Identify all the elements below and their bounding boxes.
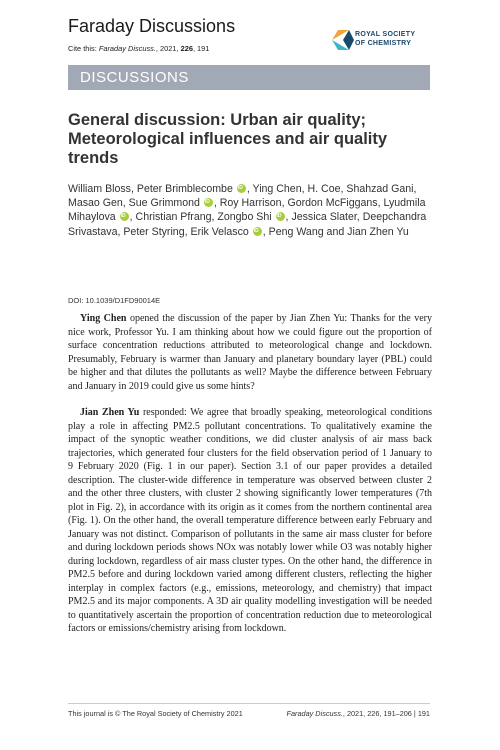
orcid-icon[interactable]: [253, 227, 262, 236]
section-banner: [68, 65, 430, 90]
author-name: Christian Pfrang: [135, 211, 212, 224]
speaker-name: Jian Zhen Yu: [80, 407, 140, 418]
author-name: Masao Gen: [68, 197, 123, 210]
orcid-icon[interactable]: [276, 212, 285, 221]
discussion-paragraph: [68, 406, 432, 636]
footer-journal: Faraday Discuss.: [286, 709, 343, 718]
footer-divider: [68, 703, 430, 704]
author-name: Jessica Slater: [291, 211, 357, 224]
author-name: H. Coe: [307, 183, 341, 195]
page-footer: [68, 709, 430, 718]
speaker-name: Ying Chen: [80, 313, 127, 324]
publisher-logo-line2: OF CHEMISTRY: [355, 40, 412, 47]
discussion-body: [68, 312, 432, 649]
paragraph-text: opened the discussion of the paper by Jian Zhen Yu: Thanks for the very nice work, Professor Yu. I am thinking about how we could figure out the proportion of surface concentration reductions attributed to meteorological change and lockdown. Presumably, February is warmer than January and planetary boundary layer (PBL) could be higher and that dilutes the pollutants as well? Maybe the difference between February and January in 2019 could give us some hints?: [68, 313, 432, 392]
cite-journal: Faraday Discuss.: [98, 44, 156, 53]
orcid-icon[interactable]: [237, 184, 246, 193]
orcid-icon[interactable]: [120, 212, 129, 221]
section-banner-label: DISCUSSIONS: [80, 69, 189, 86]
cite-label: Cite this:: [68, 44, 97, 53]
author-name: Jian Zhen Yu: [347, 225, 409, 238]
footer-copyright: This journal is © The Royal Society of Chemistry 2021: [68, 709, 243, 718]
author-name: Peng Wang: [268, 225, 324, 238]
cite-volume: 226: [180, 44, 193, 53]
doi-link[interactable]: DOI: 10.1039/D1FD90014E: [68, 296, 161, 305]
publisher-logo-line1: ROYAL SOCIETY: [355, 31, 416, 38]
author-name: Sue Grimmond: [128, 197, 200, 210]
citation-line: [68, 44, 209, 53]
author-name: Deepchandra Srivastava: [68, 211, 427, 238]
cite-year: , 2021,: [155, 44, 179, 53]
author-name: Roy Harrison: [219, 197, 282, 210]
discussion-paragraph: [68, 312, 432, 393]
orcid-icon[interactable]: [204, 198, 213, 207]
author-name: Zongbo Shi: [217, 211, 272, 224]
cite-pages: , 191: [192, 44, 210, 53]
journal-title: Faraday Discussions: [68, 16, 236, 36]
author-list: William Bloss, Peter Brimblecombe iD , Ying Chen, H. Coe, Shahzad Gani, Masao Gen, Sue Grimmond iD , Roy Harrison, Gordon McFiggans, Lyudmila Mihaylova iD , Christian Pfrang, Zongbo Shi iD , Jessica Slater, Deepchandra Srivastava, Peter Styring, Erik Velasco iD , Peng Wang and Jian Zhen Yu: [68, 182, 428, 239]
author-name: Ying Chen: [252, 183, 302, 195]
author-name: Shahzad Gani: [346, 183, 414, 195]
author-name: Peter Brimblecombe: [136, 183, 233, 195]
footer-pages: , 2021, 226, 191–206 | 191: [342, 709, 430, 718]
article-title: General discussion: Urban air quality; Meteorological influences and air quality trends: [68, 111, 388, 167]
author-name: William Bloss: [68, 183, 131, 195]
author-name: Lyudmila Mihaylova: [68, 197, 426, 224]
author-name: Gordon McFiggans: [287, 197, 378, 210]
author-name: Erik Velasco: [190, 225, 249, 238]
footer-citation: [287, 709, 430, 718]
paragraph-text: responded: We agree that broadly speaking, meteorological conditions play a role in affecting PM2.5 pollutant concentrations. To qualitatively examine the impact of the synoptic weather conditions, we did cluster analysis of air mass back trajectories, which generated four clusters for the field observation period of 1 January to 9 February 2020 (Fig. 1 in our paper). Section 3.1 of our paper provides a detailed description. The cluster-wide difference in temperature was observed between cluster 2 and the other three clusters, with cluster 2 showing significantly lower temperatures (7th plot in Fig. 2), in accordance with its origin as it comes from the northern continental area (Fig. 1). On the other hand, the overall temperature difference between early February and January was not distinct. Comparison of pollutants in the same air mass cluster for before and during lockdown periods shows NOx was notably lower while O3 was notably higher during lockdown, regardless of air mass cluster types. On the other hand, the difference in PM2.5 before and during lockdown varied among different clusters, reflecting the higher interplay in complex factors (e.g., emissions, meteorology, and chemistry) that impact PM2.5 and its major components. A 3D air quality modelling investigation will be needed to quantitatively ascertain the proportion of concentration reduction due to meteorological factors or emissions/chemistry arising from lockdown.: [68, 407, 432, 634]
author-name: Peter Styring: [123, 225, 185, 238]
publisher-logo-text: [355, 30, 415, 48]
